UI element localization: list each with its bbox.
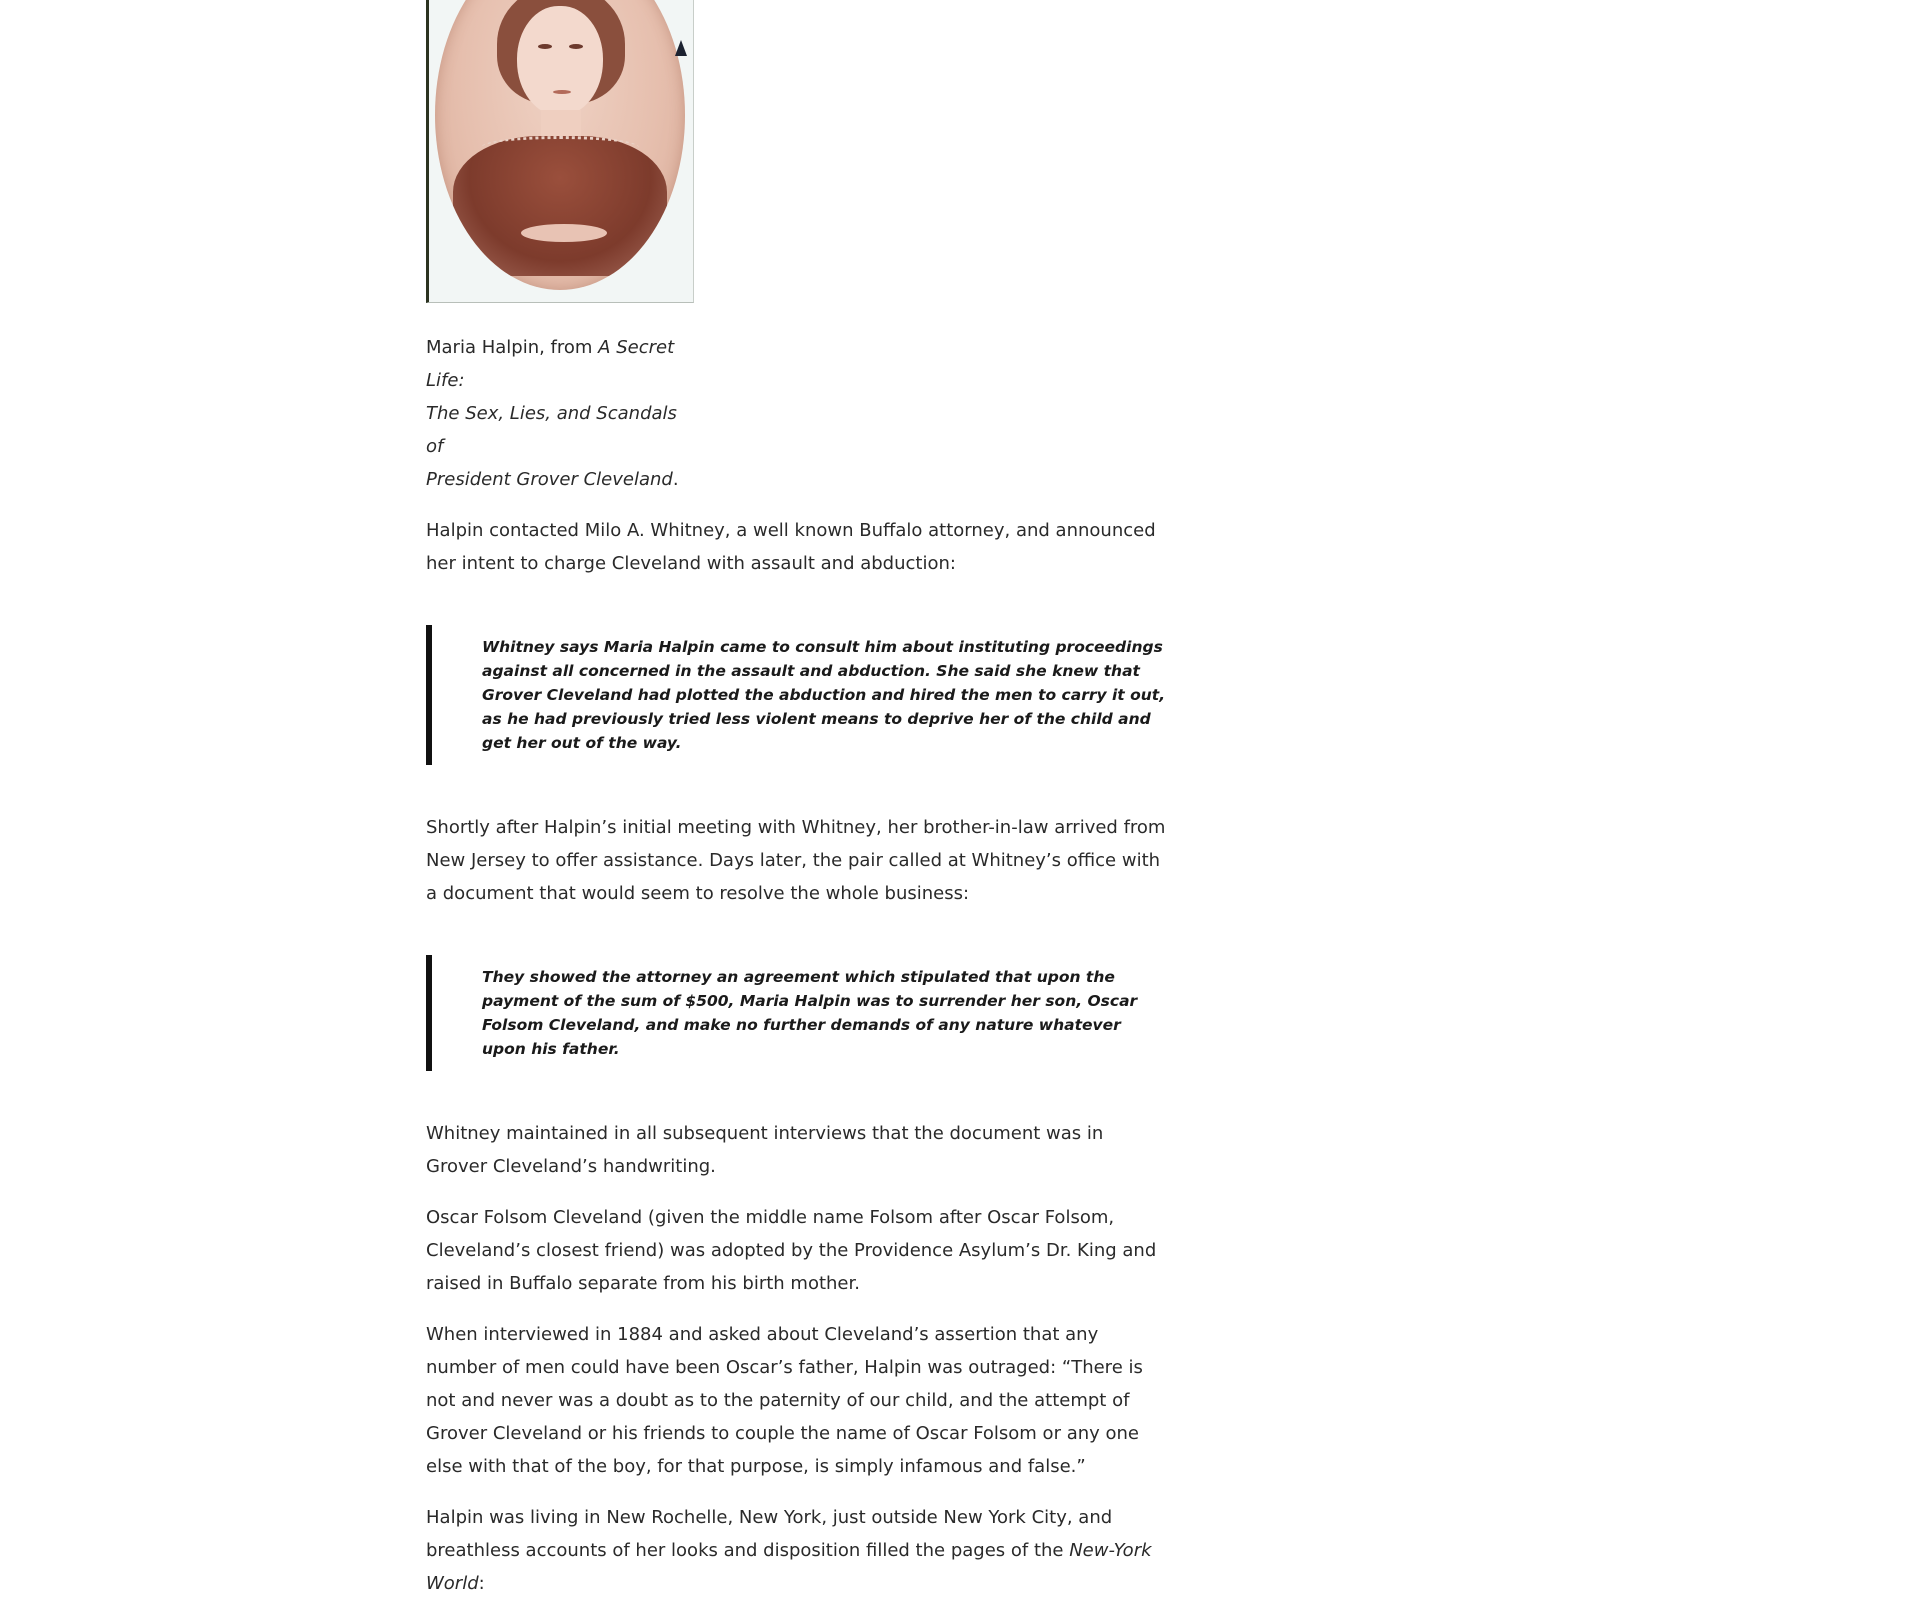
portrait-eye-right (569, 44, 583, 49)
portrait-neckline (481, 136, 639, 159)
caption-book-title-1: A Secret Life: (426, 337, 675, 391)
paragraph-whitney-contact: Halpin contacted Milo A. Whitney, a well known Buffalo attorney, and announced her intent to charge Cleveland with assault and abduction: (426, 520, 1156, 574)
article-body (426, 0, 1166, 1600)
blockquote-agreement (426, 955, 1166, 1071)
paragraph-suffix: : (478, 1573, 485, 1594)
photo-corner-mark (675, 40, 687, 56)
blockquote-text: They showed the attorney an agreement which stipulated that upon the payment of the sum of $500, Maria Halpin was to surrender her son, Oscar Folsom Cleveland, and make no further demands of any nature whatever upon his father. (482, 968, 1138, 1058)
portrait-mouth (553, 90, 571, 94)
portrait-face (517, 6, 603, 116)
caption-book-title-2: The Sex, Lies, and Scandals of (426, 403, 677, 457)
blockquote-whitney-says (426, 625, 1166, 765)
paragraph-oscar-adoption: Oscar Folsom Cleveland (given the middle name Folsom after Oscar Folsom, Cleveland’s closest friend) was adopted by the Providence Asylum’s Dr. King and raised in Buffalo separate from his birth mother. (426, 1207, 1157, 1294)
blockquote-text: Whitney says Maria Halpin came to consult him about instituting proceedings against all concerned in the assault and abduction. She said she knew that Grover Cleveland had plotted the abduction and hired the men to carry it out, as he had previously tried less violent means to deprive her of the child and get her out of the way. (482, 638, 1166, 752)
newspaper-title: New-York World (426, 1540, 1152, 1594)
paragraph-handwriting: Whitney maintained in all subsequent interviews that the document was in Grover Cleveland’s handwriting. (426, 1123, 1104, 1177)
image-caption (426, 331, 696, 496)
caption-book-title-3: President Grover Cleveland (426, 469, 673, 490)
paragraph-new-rochelle (426, 1501, 1166, 1600)
paragraph-1884-interview: When interviewed in 1884 and asked about Cleveland’s assertion that any number of men could have been Oscar’s father, Halpin was outraged: “There is not and never was a doubt as to the paternity of our child, and the attempt of Grover Cleveland or his friends to couple the name of Oscar Folsom or any one else with that of the boy, for that purpose, is simply infamous and false.” (426, 1324, 1143, 1477)
portrait-hands (521, 224, 607, 242)
paragraph-text: Halpin was living in New Rochelle, New York, just outside New York City, and breathless accounts of her looks and disposition filled the pages of the (426, 1507, 1113, 1561)
caption-prefix: Maria Halpin, from (426, 337, 599, 358)
portrait-eye-left (538, 44, 552, 49)
portrait-image (426, 0, 694, 303)
paragraph-brother-in-law: Shortly after Halpin’s initial meeting with Whitney, her brother-in-law arrived from New Jersey to offer assistance. Days later, the pair called at Whitney’s office with a document that would seem to resolve the whole business: (426, 817, 1166, 904)
portrait-oval (435, 0, 685, 290)
caption-suffix: . (672, 469, 679, 490)
